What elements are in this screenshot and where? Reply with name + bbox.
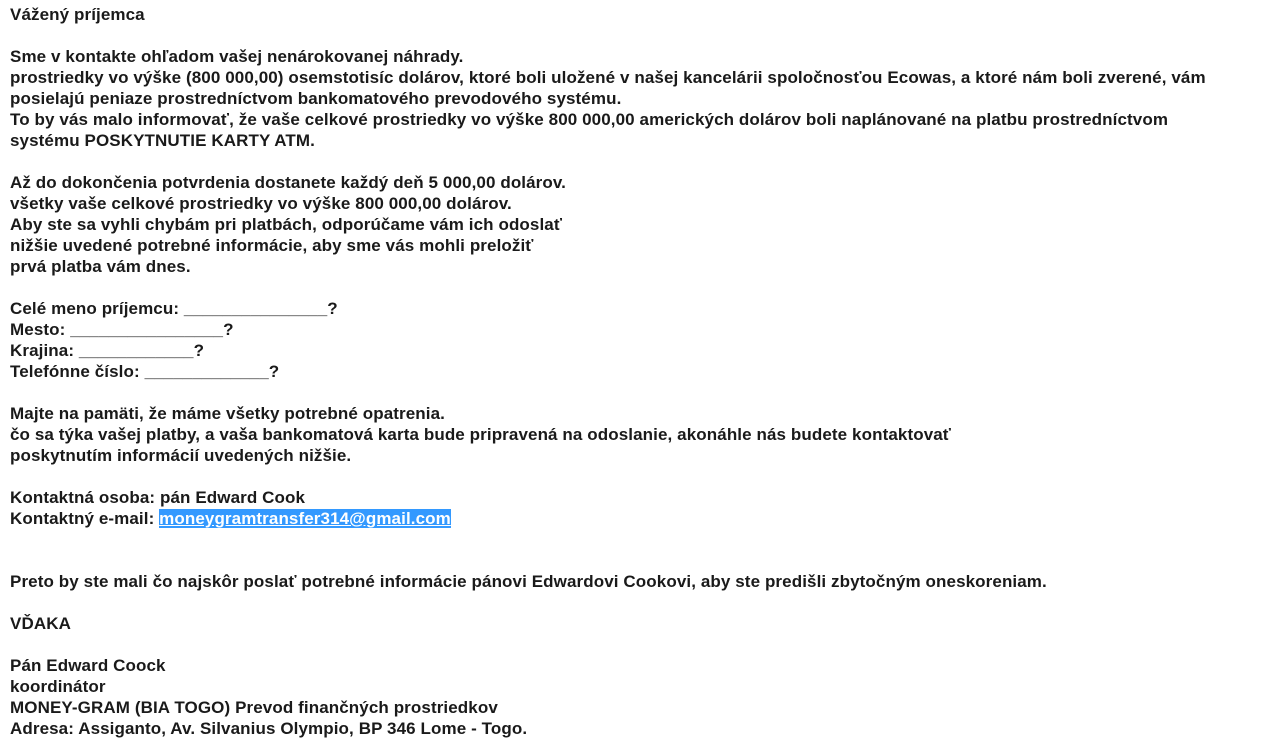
signature-address: Adresa: Assiganto, Av. Silvanius Olympio, BP 346 Lome - Togo. bbox=[10, 719, 528, 738]
contact-email-link[interactable]: moneygramtransfer314@gmail.com bbox=[159, 509, 451, 528]
contact-email-label: Kontaktný e-mail: bbox=[10, 509, 160, 528]
signature-company: MONEY-GRAM (BIA TOGO) Prevod finančných prostriedkov bbox=[10, 698, 498, 717]
form-field-country: Krajina: ____________? bbox=[10, 341, 205, 360]
paragraph2-line: Aby ste sa vyhli chybám pri platbách, odporúčame vám ich odoslať bbox=[10, 215, 563, 234]
greeting: Vážený príjemca bbox=[10, 5, 145, 24]
paragraph1-line: systému POSKYTNUTIE KARTY ATM. bbox=[10, 131, 315, 150]
paragraph2-line: prvá platba vám dnes. bbox=[10, 257, 191, 276]
paragraph1-line: To by vás malo informovať, že vaše celkové prostriedky vo výške 800 000,00 amerických dolárov boli naplánované na platbu prostredníctvom bbox=[10, 110, 1169, 129]
paragraph3-line: čo sa týka vašej platby, a vaša bankomatová karta bude pripravená na odoslanie, akonáhle nás budete kontaktovať bbox=[10, 425, 952, 444]
email-body bbox=[10, 4, 1272, 739]
paragraph3-line: Majte na pamäti, že máme všetky potrebné opatrenia. bbox=[10, 404, 445, 423]
paragraph1-line: prostriedky vo výške (800 000,00) osemstotisíc dolárov, ktoré boli uložené v našej kancelárii spoločnosťou Ecowas, a ktoré nám boli zverené, vám bbox=[10, 68, 1206, 87]
signature-name: Pán Edward Coock bbox=[10, 656, 166, 675]
paragraph2-line: Až do dokončenia potvrdenia dostanete každý deň 5 000,00 dolárov. bbox=[10, 173, 566, 192]
paragraph1-line: posielajú peniaze prostredníctvom bankomatového prevodového systému. bbox=[10, 89, 622, 108]
paragraph2-line: nižšie uvedené potrebné informácie, aby sme vás mohli preložiť bbox=[10, 236, 534, 255]
form-field-phone: Telefónne číslo: _____________? bbox=[10, 362, 280, 381]
thanks-text: VĎAKA bbox=[10, 614, 71, 633]
form-field-full-name: Celé meno príjemcu: _______________? bbox=[10, 299, 338, 318]
form-field-city: Mesto: ________________? bbox=[10, 320, 234, 339]
contact-person: Kontaktná osoba: pán Edward Cook bbox=[10, 488, 306, 507]
signature-role: koordinátor bbox=[10, 677, 106, 696]
paragraph3-line: poskytnutím informácií uvedených nižšie. bbox=[10, 446, 352, 465]
paragraph1-line: Sme v kontakte ohľadom vašej nenárokovanej náhrady. bbox=[10, 47, 464, 66]
paragraph2-line: všetky vaše celkové prostriedky vo výške 800 000,00 dolárov. bbox=[10, 194, 512, 213]
contact-email-row bbox=[10, 508, 1272, 529]
urge-text: Preto by ste mali čo najskôr poslať potrebné informácie pánovi Edwardovi Cookovi, aby ste predišli zbytočným oneskoreniam. bbox=[10, 572, 1047, 591]
